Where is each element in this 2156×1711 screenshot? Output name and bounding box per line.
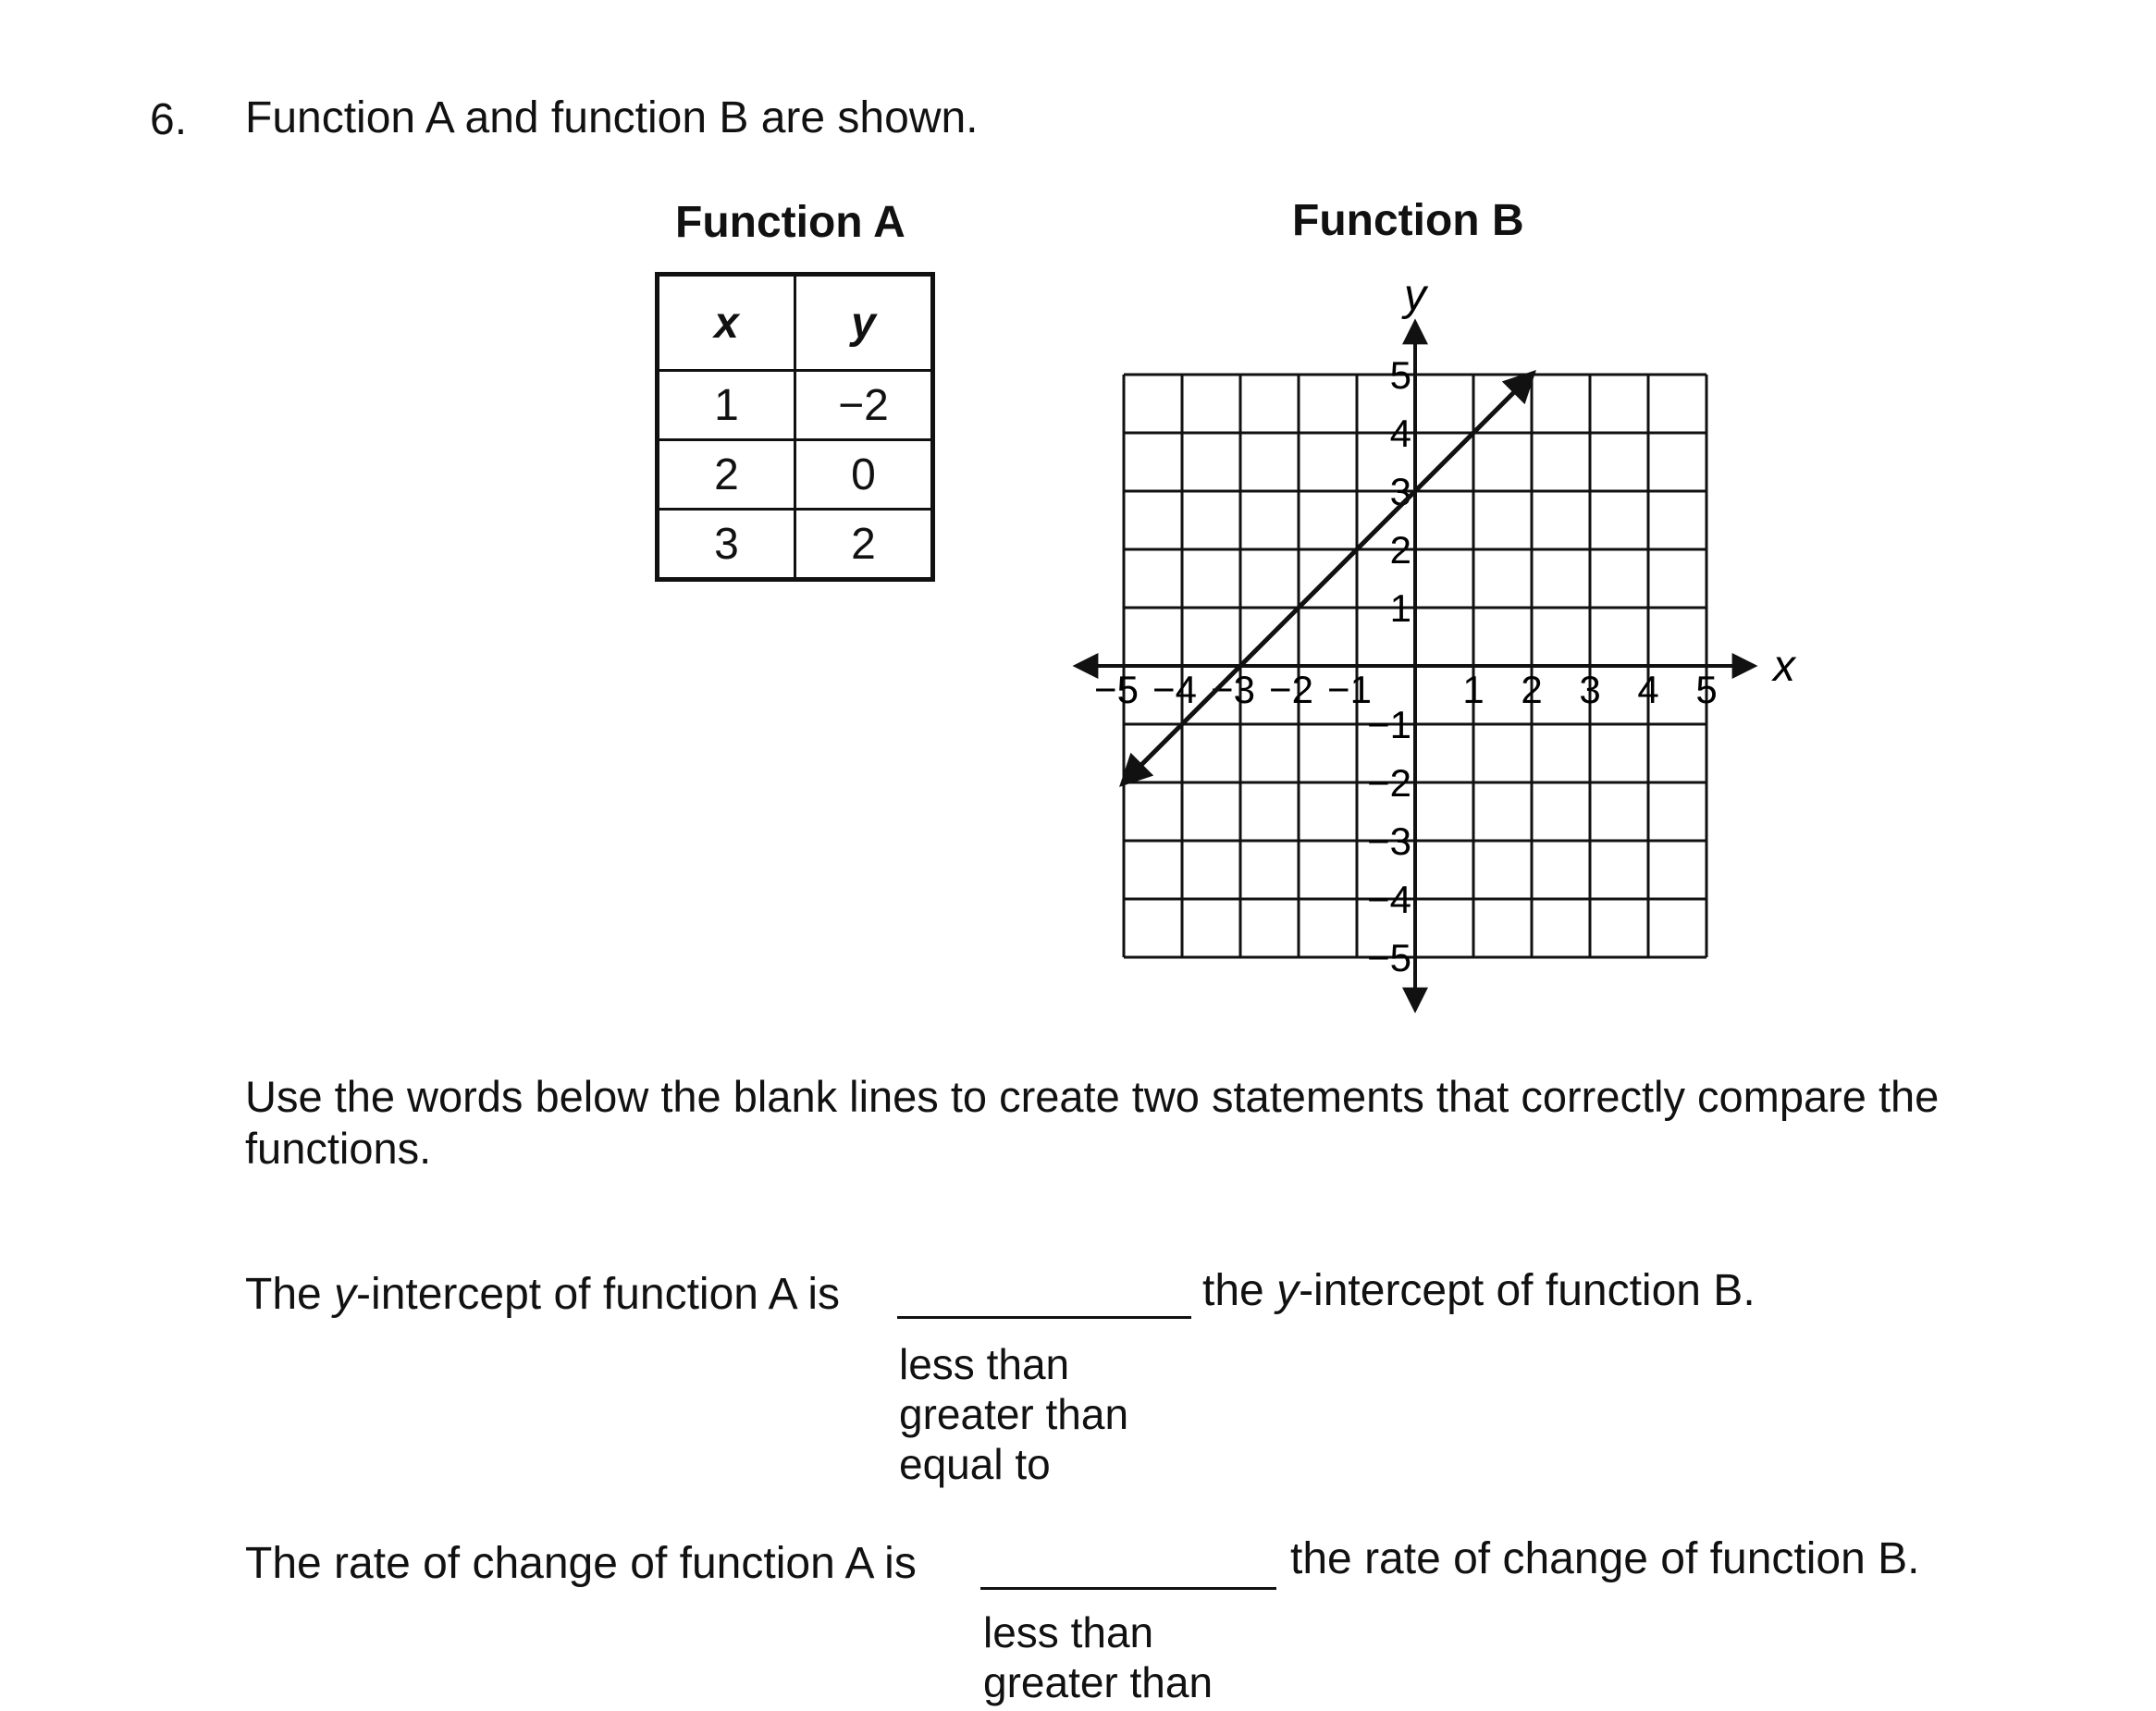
y-tick-label: −3 [1367,819,1411,863]
y-tick-label: −2 [1367,761,1411,805]
cell-y: −2 [795,371,933,440]
header-y: y [795,275,933,371]
table-row [658,510,933,580]
cell-x: 1 [658,371,795,440]
function-b-graph [1045,268,1822,1036]
cell-y: 0 [795,440,933,510]
cell-y: 2 [795,510,933,580]
statement1-prefix-text-b: -intercept of function A is [356,1270,841,1319]
statement2-blank[interactable] [980,1587,1276,1590]
instructions-text: Use the words below the blank lines to create two statements that correctly compare the functions. [245,1072,1940,1173]
table-row [658,371,933,440]
cell-x: 3 [658,510,795,580]
option-equal-to[interactable]: equal to [899,1440,1051,1488]
statement1-prefix-variable: y [334,1270,357,1319]
statement1-options [899,1339,1128,1489]
x-tick-label: 5 [1695,668,1718,711]
question-text: Function A and function B are shown. [245,93,979,142]
statement2-suffix: the rate of change of function B. [1290,1534,1920,1583]
y-tick-label: −5 [1367,936,1411,979]
y-axis-label: y [1404,271,1426,320]
statement2-prefix: The rate of change of function A is [245,1539,917,1588]
y-tick-label: 2 [1389,528,1411,572]
y-tick-label: 1 [1389,586,1411,630]
x-tick-label: 1 [1462,668,1485,711]
option-less-than[interactable]: less than [983,1608,1154,1656]
x-tick-label: −3 [1211,668,1255,711]
y-tick-label: −4 [1367,878,1411,921]
option-less-than[interactable]: less than [899,1340,1070,1388]
statement1-suffix [1202,1265,1756,1316]
function-a-title: Function A [675,198,906,247]
x-tick-label: 2 [1521,668,1543,711]
function-b-line [1124,375,1532,782]
x-axis-label: x [1773,642,1795,691]
statement1-blank[interactable] [897,1316,1191,1319]
y-tick-label: −1 [1367,703,1411,746]
option-greater-than[interactable]: greater than [983,1658,1214,1706]
y-tick-label: 3 [1389,470,1411,513]
x-tick-label: −5 [1094,668,1139,711]
option-greater-than[interactable]: greater than [899,1390,1129,1438]
statement2-options [983,1607,1213,1707]
function-a-table [655,272,935,582]
statement1-suffix-variable: y [1276,1266,1300,1315]
y-tick-label: 5 [1389,353,1411,397]
statement1-suffix-text-a: the [1202,1266,1277,1315]
x-tick-label: −2 [1269,668,1313,711]
header-x: x [658,275,795,371]
table-row [658,440,933,510]
x-tick-label: −4 [1152,668,1197,711]
question-number: 6. [150,95,188,144]
statement1-suffix-text-b: -intercept of function B. [1299,1266,1756,1315]
statement1-prefix-text-a: The [245,1270,335,1319]
table-header-row [658,275,933,371]
y-tick-label: 4 [1389,412,1411,455]
x-tick-label: −1 [1327,668,1372,711]
cell-x: 2 [658,440,795,510]
x-tick-label: 4 [1637,668,1659,711]
x-tick-label: 3 [1579,668,1601,711]
statement1-prefix [245,1269,840,1320]
function-b-title: Function B [1292,196,1524,245]
